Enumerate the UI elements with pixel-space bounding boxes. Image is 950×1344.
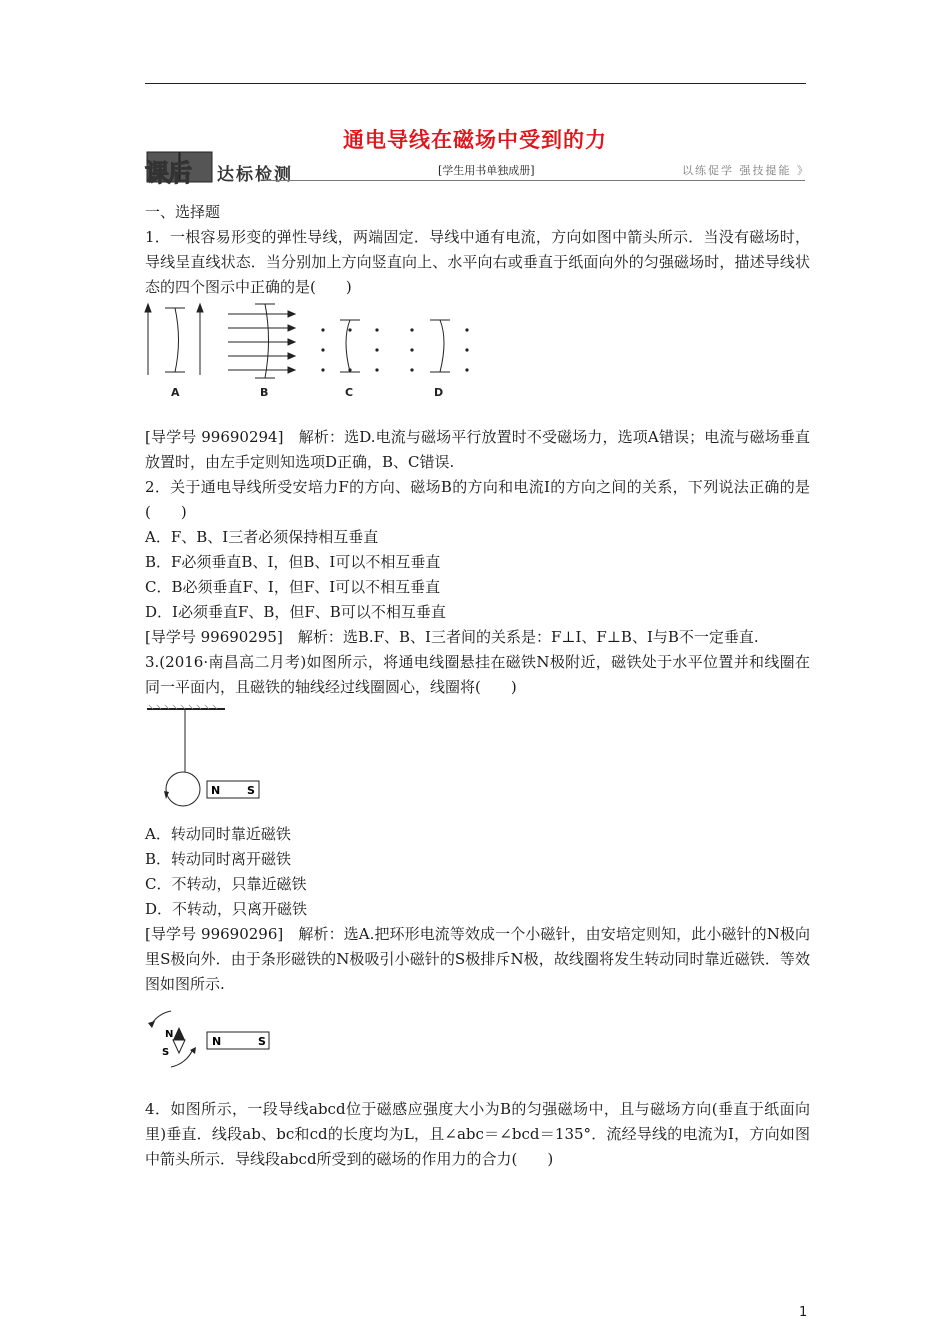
content-2 (145, 425, 810, 700)
page-title: 通电导线在磁场中受到的力 (343, 127, 607, 152)
q3-text: 3.(2016·南昌高二月考)如图所示，将通电线圈悬挂在磁铁N极附近，磁铁处于水平位置并和线圈在同一平面内，且磁铁的轴线经过线圈圆心，线圈将( ) (145, 653, 810, 696)
q3-eq-needle-s: S (162, 1047, 170, 1058)
banner-slogan: 以练促学 强技提能 》 (682, 164, 810, 177)
q2-answer: [导学号 99690295] 解析：选B.F、B、I三者间的关系是：F⊥I、F⊥B、I与B不一定垂直. (145, 628, 759, 646)
q3-figure (145, 703, 275, 808)
q4-text: 4．如图所示，一段导线abcd位于磁感应强度大小为B的匀强磁场中，且与磁场方向(垂直于纸面向里)垂直．线段ab、bc和cd的长度均为L，且∠abc＝∠bcd＝135°．流经导线的电流为I，方向如图中箭头所示．导线段abcd所受到的磁场的作用力的合力( ) (145, 1100, 810, 1168)
section-heading: 一、选择题 (145, 203, 221, 221)
q1-text: 1．一根容易形变的弹性导线，两端固定．导线中通有电流，方向如图中箭头所示．当没有磁场时，导线呈直线状态．当分别加上方向竖直向上、水平向右或垂直于纸面向外的匀强磁场时，描述导线状态的四个图示中正确的是( ) (145, 228, 810, 296)
q3-answer: [导学号 99690296] 解析：选A.把环形电流等效成一个小磁针，由安培定则知，此小磁针的N极向里S极向外．由于条形磁铁的N极吸引小磁针的S极排斥N极，故线圈将发生转动同时靠近磁铁．等效图如图所示. (145, 925, 810, 993)
q2-option-d: D．I必须垂直F、B，但F、B可以不相互垂直 (145, 603, 446, 621)
q3-eq-magnet-s: S (258, 1035, 266, 1048)
q2-option-b: B．F必须垂直B、I，但B、I可以不相互垂直 (145, 553, 441, 571)
content-3 (145, 822, 810, 997)
q2-option-c: C．B必须垂直F、I，但F、I可以不相互垂直 (145, 578, 441, 596)
banner-subtitle: 达标检测 (217, 165, 293, 185)
top-rule (145, 83, 806, 84)
section-banner (145, 150, 810, 187)
q3-magnet-s: S (247, 784, 255, 797)
q3-equivalent-figure (145, 1005, 275, 1075)
banner-note: [学生用书单独成册] (438, 164, 535, 177)
content (145, 200, 810, 300)
banner-logo: 课后 (145, 159, 191, 187)
q2-text: 2．关于通电导线所受安培力F的方向、磁场B的方向和电流I的方向之间的关系，下列说法正确的是( ) (145, 478, 810, 521)
q3-magnet-n: N (211, 784, 221, 797)
q3-option-b: B．转动同时离开磁铁 (145, 850, 292, 868)
q3-option-c: C．不转动，只靠近磁铁 (145, 875, 307, 893)
q3-eq-magnet-n: N (212, 1035, 222, 1048)
q1-answer: [导学号 99690294] 解析：选D.电流与磁场平行放置时不受磁场力，选项A错误；电流与磁场垂直放置时，由左手定则知选项D正确，B、C错误. (145, 428, 810, 471)
fig-label-c: C (345, 386, 354, 399)
fig-label-d: D (434, 386, 444, 399)
q1-figure (140, 300, 480, 400)
fig-label-a: A (171, 386, 180, 399)
q2-option-a: A．F、B、I三者必须保持相互垂直 (145, 528, 379, 546)
q3-option-d: D．不转动，只离开磁铁 (145, 900, 308, 918)
q3-eq-needle-n: N (165, 1029, 174, 1040)
banner-rule (265, 180, 805, 181)
content-4 (145, 1097, 810, 1172)
q3-option-a: A．转动同时靠近磁铁 (145, 825, 291, 843)
fig-label-b: B (260, 386, 269, 399)
page-number: 1 (799, 1305, 808, 1320)
